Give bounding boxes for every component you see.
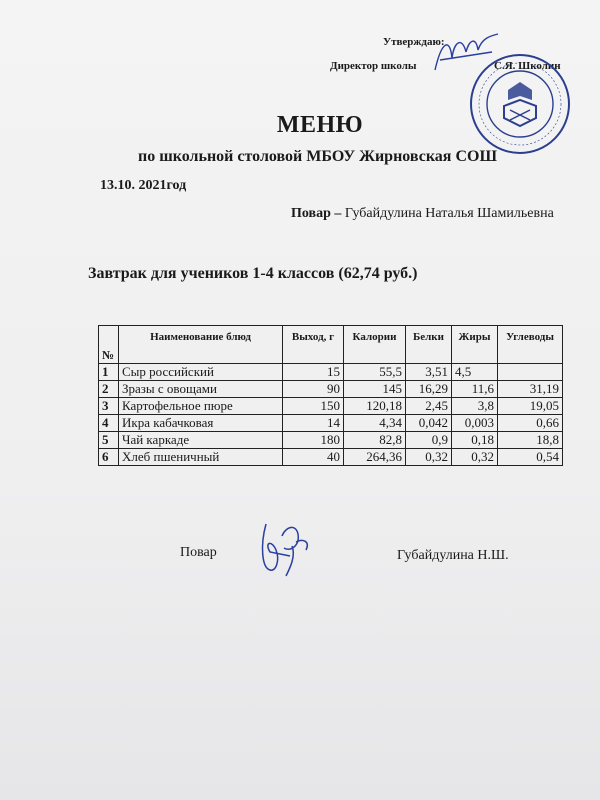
carbs-cell: 0,66 — [498, 415, 563, 432]
column-header-calories: Калории — [344, 326, 406, 364]
proteins-cell: 16,29 — [406, 381, 452, 398]
dish-name: Картофельное пюре — [119, 398, 283, 415]
approval-role: Директор школы — [330, 60, 417, 72]
table-row — [99, 432, 563, 449]
menu-table — [98, 325, 563, 466]
column-header-carbs: Углеводы — [498, 326, 563, 364]
fats-cell: 11,6 — [452, 381, 498, 398]
table-row — [99, 398, 563, 415]
proteins-cell: 0,32 — [406, 449, 452, 466]
cook-signature-icon — [256, 516, 316, 578]
carbs-cell — [498, 364, 563, 381]
table-row — [99, 449, 563, 466]
dish-name: Икра кабачковая — [119, 415, 283, 432]
fats-cell: 4,5 — [452, 364, 498, 381]
proteins-cell: 0,042 — [406, 415, 452, 432]
cook-line — [291, 206, 554, 222]
column-header-fats: Жиры — [452, 326, 498, 364]
page-title: МЕНЮ — [276, 112, 364, 138]
carbs-cell: 31,19 — [498, 381, 563, 398]
yield-cell: 14 — [283, 415, 344, 432]
fats-cell: 0,32 — [452, 449, 498, 466]
dish-name: Зразы с овощами — [119, 381, 283, 398]
column-header-yield: Выход, г — [283, 326, 344, 364]
page-subtitle: по школьной столовой МБОУ Жирновская СОШ — [138, 148, 498, 165]
calories-cell: 4,34 — [344, 415, 406, 432]
dish-name: Хлеб пшеничный — [119, 449, 283, 466]
carbs-cell: 18,8 — [498, 432, 563, 449]
fats-cell: 3,8 — [452, 398, 498, 415]
row-number: 6 — [99, 449, 119, 466]
fats-cell: 0,18 — [452, 432, 498, 449]
calories-cell: 120,18 — [344, 398, 406, 415]
row-number: 1 — [99, 364, 119, 381]
row-number: 2 — [99, 381, 119, 398]
row-number: 4 — [99, 415, 119, 432]
footer-cook-name: Губайдулина Н.Ш. — [397, 548, 509, 563]
column-header-dish: Наименование блюд — [119, 326, 283, 364]
table-header-row — [99, 326, 563, 364]
yield-cell: 180 — [283, 432, 344, 449]
column-header-number: № — [99, 326, 119, 364]
table-row — [99, 415, 563, 432]
menu-date: 13.10. 2021год — [100, 178, 187, 193]
calories-cell: 55,5 — [344, 364, 406, 381]
yield-cell: 90 — [283, 381, 344, 398]
dish-name: Сыр российский — [119, 364, 283, 381]
yield-cell: 150 — [283, 398, 344, 415]
proteins-cell: 0,9 — [406, 432, 452, 449]
approval-title: Утверждаю: — [383, 36, 445, 48]
footer-cook-label: Повар — [180, 545, 217, 560]
cook-label: Повар – — [291, 206, 345, 221]
table-row — [99, 381, 563, 398]
calories-cell: 264,36 — [344, 449, 406, 466]
cook-name: Губайдулина Наталья Шамильевна — [344, 206, 554, 221]
yield-cell: 15 — [283, 364, 344, 381]
column-header-proteins: Белки — [406, 326, 452, 364]
row-number: 5 — [99, 432, 119, 449]
approval-name: С.Я. Школин — [494, 60, 561, 72]
yield-cell: 40 — [283, 449, 344, 466]
table-row — [99, 364, 563, 381]
school-stamp-icon — [468, 52, 572, 156]
meal-heading: Завтрак для учеников 1-4 классов (62,74 руб.) — [88, 265, 418, 282]
calories-cell: 82,8 — [344, 432, 406, 449]
calories-cell: 145 — [344, 381, 406, 398]
carbs-cell: 0,54 — [498, 449, 563, 466]
proteins-cell: 3,51 — [406, 364, 452, 381]
dish-name: Чай каркаде — [119, 432, 283, 449]
row-number: 3 — [99, 398, 119, 415]
carbs-cell: 19,05 — [498, 398, 563, 415]
proteins-cell: 2,45 — [406, 398, 452, 415]
fats-cell: 0,003 — [452, 415, 498, 432]
